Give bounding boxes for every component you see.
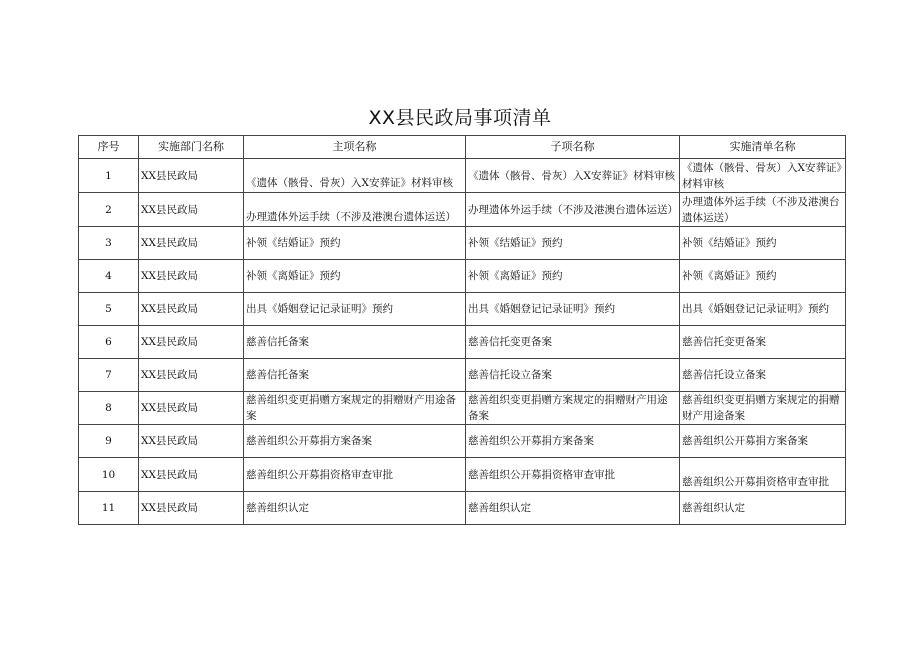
cell-sub-item: 《遗体（骸骨、骨灰）入X安葬证》材料审核 [466, 159, 680, 193]
table-row [79, 359, 846, 392]
cell-implementation-item: 补领《结婚证》预约 [680, 227, 846, 260]
cell-seq: 3 [79, 227, 139, 260]
table-row [79, 458, 846, 492]
table-header-row [79, 136, 846, 159]
cell-seq: 1 [79, 159, 139, 193]
cell-main-item: 慈善组织认定 [244, 492, 466, 525]
cell-department: XX县民政局 [139, 492, 244, 525]
table-row [79, 227, 846, 260]
cell-seq: 9 [79, 425, 139, 458]
cell-implementation-item: 慈善信托变更备案 [680, 326, 846, 359]
table-row [79, 260, 846, 293]
cell-implementation-item: 出具《婚姻登记记录证明》预约 [680, 293, 846, 326]
cell-sub-item: 慈善信托设立备案 [466, 359, 680, 392]
cell-implementation-item: 慈善组织变更捐赠方案规定的捐赠财产用途备案 [680, 392, 846, 425]
cell-seq: 7 [79, 359, 139, 392]
cell-department: XX县民政局 [139, 326, 244, 359]
cell-main-item: 慈善组织公开募捐资格审查审批 [244, 458, 466, 492]
cell-main-item: 慈善组织变更捐赠方案规定的捐赠财产用途备案 [244, 392, 466, 425]
header-department: 实施部门名称 [139, 136, 244, 159]
cell-department: XX县民政局 [139, 425, 244, 458]
header-implementation-item: 实施清单名称 [680, 136, 846, 159]
cell-main-item: 慈善信托备案 [244, 326, 466, 359]
cell-main-item: 补领《结婚证》预约 [244, 227, 466, 260]
cell-seq: 4 [79, 260, 139, 293]
cell-sub-item: 慈善组织认定 [466, 492, 680, 525]
table-row [79, 326, 846, 359]
header-sub-item: 子项名称 [466, 136, 680, 159]
cell-department: XX县民政局 [139, 193, 244, 227]
document-title: XX县民政局事项清单 [368, 107, 552, 129]
cell-seq: 2 [79, 193, 139, 227]
cell-implementation-item: 慈善组织认定 [680, 492, 846, 525]
table-row [79, 193, 846, 227]
cell-sub-item: 补领《结婚证》预约 [466, 227, 680, 260]
table-row [79, 425, 846, 458]
cell-sub-item: 慈善组织变更捐赠方案规定的捐赠财产用途备案 [466, 392, 680, 425]
cell-main-item: 慈善组织公开募捐方案备案 [244, 425, 466, 458]
cell-department: XX县民政局 [139, 227, 244, 260]
cell-department: XX县民政局 [139, 293, 244, 326]
cell-sub-item: 出具《婚姻登记记录证明》预约 [466, 293, 680, 326]
cell-department: XX县民政局 [139, 359, 244, 392]
cell-main-item: 补领《离婚证》预约 [244, 260, 466, 293]
cell-implementation-item: 慈善信托设立备案 [680, 359, 846, 392]
cell-seq: 11 [79, 492, 139, 525]
cell-sub-item: 慈善信托变更备案 [466, 326, 680, 359]
cell-department: XX县民政局 [139, 159, 244, 193]
cell-department: XX县民政局 [139, 458, 244, 492]
cell-main-item: 办理遗体外运手续（不涉及港澳台遗体运送） [244, 193, 466, 227]
cell-department: XX县民政局 [139, 260, 244, 293]
cell-seq: 8 [79, 392, 139, 425]
cell-seq: 6 [79, 326, 139, 359]
cell-implementation-item: 办理遗体外运手续（不涉及港澳台遗体运送） [680, 193, 846, 227]
cell-main-item: 慈善信托备案 [244, 359, 466, 392]
cell-seq: 5 [79, 293, 139, 326]
cell-seq: 10 [79, 458, 139, 492]
header-main-item: 主项名称 [244, 136, 466, 159]
table-row [79, 293, 846, 326]
cell-sub-item: 慈善组织公开募捐方案备案 [466, 425, 680, 458]
cell-main-item: 《遗体（骸骨、骨灰）入X安葬证》材料审核 [244, 159, 466, 193]
cell-sub-item: 慈善组织公开募捐资格审查审批 [466, 458, 680, 492]
matters-table [78, 135, 846, 525]
cell-sub-item: 补领《离婚证》预约 [466, 260, 680, 293]
cell-main-item: 出具《婚姻登记记录证明》预约 [244, 293, 466, 326]
cell-implementation-item: 慈善组织公开募捐资格审查审批 [680, 458, 846, 492]
header-seq: 序号 [79, 136, 139, 159]
cell-sub-item: 办理遗体外运手续（不涉及港澳台遗体运送） [466, 193, 680, 227]
cell-department: XX县民政局 [139, 392, 244, 425]
cell-implementation-item: 《遗体（骸骨、骨灰）入X安葬证》材料审核 [680, 159, 846, 193]
table-row [79, 392, 846, 425]
cell-implementation-item: 补领《离婚证》预约 [680, 260, 846, 293]
cell-implementation-item: 慈善组织公开募捐方案备案 [680, 425, 846, 458]
table-row [79, 159, 846, 193]
table-row [79, 492, 846, 525]
